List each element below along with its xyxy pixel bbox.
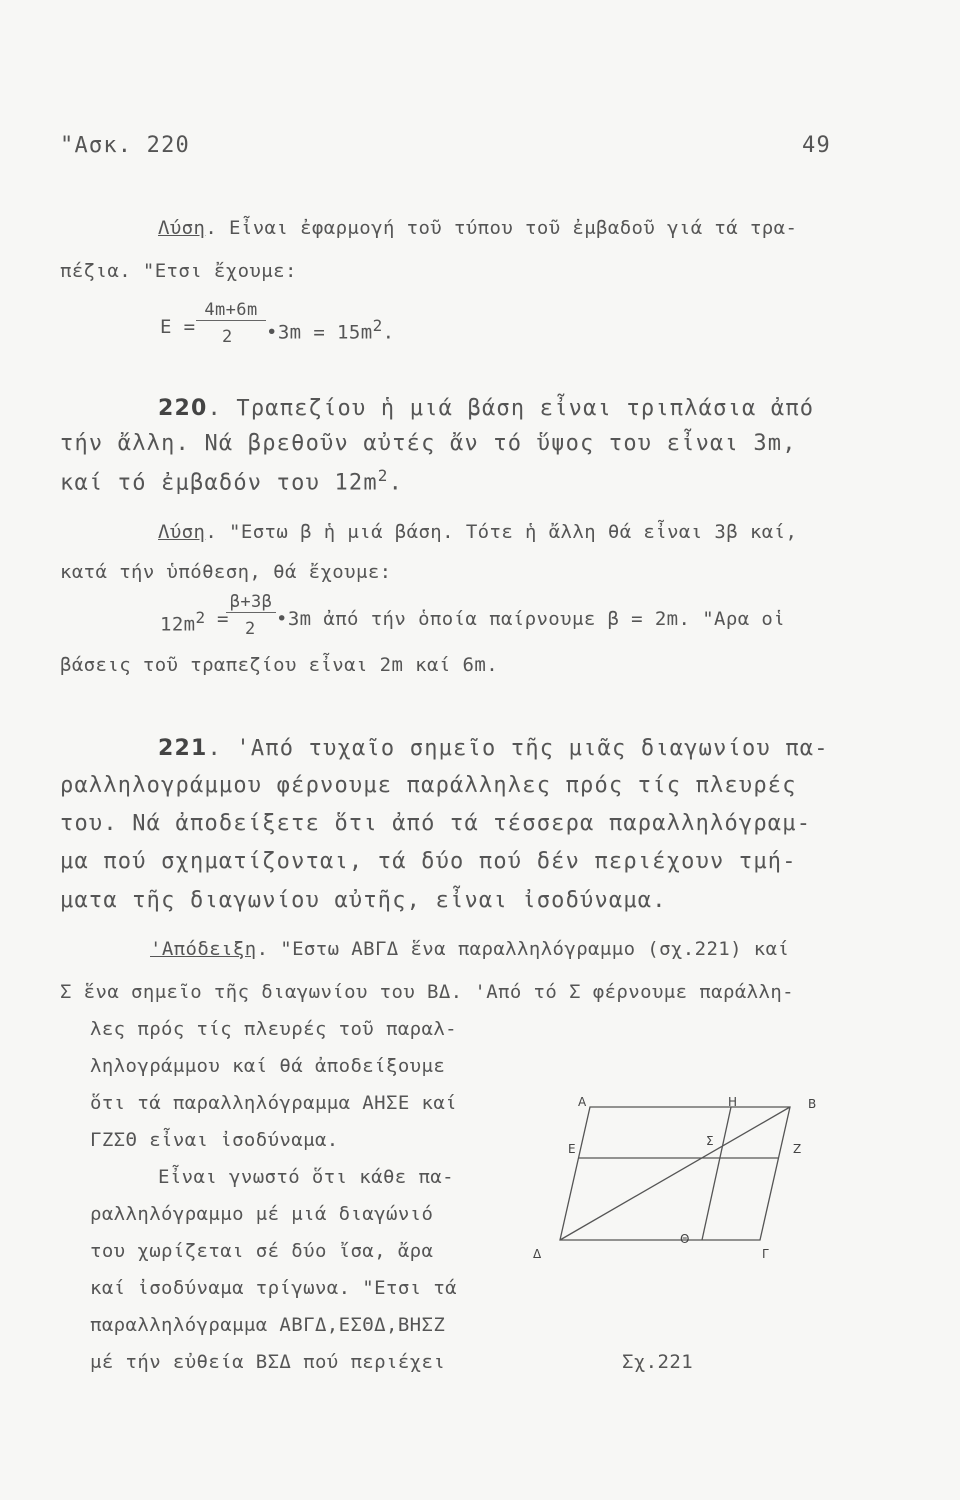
sol219-formula-sup: 2 [372,316,383,335]
figure-caption: Σχ.221 [622,1351,694,1373]
sol220-text1: . "Εστω β ἡ μιά βάση. Τότε ἡ ἄλλη θά εἶναι 3β καί, [205,521,798,543]
sol220-label: Λύση [158,521,206,543]
ex221-text1: . 'Από τυχαῖο σημεῖο τῆς μιᾶς διαγωνίου πα- [207,736,829,761]
label-s: Σ [706,1134,714,1148]
proof221-line12: μέ τήν εὐθεία ΒΣΔ πού περιέχει [90,1351,446,1373]
chapter-header: "Ασκ. 220 [60,133,191,158]
sol220-formula-denominator: 2 [245,619,256,639]
ex221-line3: του. Νά ἀποδείξετε ὅτι ἀπό τά τέσσερα παραλληλόγραμ- [60,811,812,836]
ex220-text1: . Τραπεζίου ἡ μιά βάση εἶναι τριπλάσια ἀπό [207,396,815,421]
proof221-line4: ληλογράμμου καί θά ἀποδείξουμε [90,1055,446,1077]
sol220-formula-lhs [160,610,206,634]
ex220-number: 220 [158,396,208,421]
line-hth [702,1107,731,1240]
proof221-line10: καί ἰσοδύναμα τρίγωνα. "Ετσι τά [90,1277,458,1299]
sol219-formula-rhs-text: •3m = 15m [266,321,373,344]
proof221-line2: Σ ἕνα σημεῖο τῆς διαγωνίου του ΒΔ. 'Από τό Σ φέρνουμε παράλλη- [60,981,795,1003]
proof221-text1: . "Εστω ΑΒΓΔ ἕνα παραλληλόγραμμο (σχ.221) καί [256,938,790,960]
sol219-line2: πέζια. "Ετσι ἔχουμε: [60,260,297,282]
ex220-line2: τήν ἄλλη. Νά βρεθοῦν αὐτές ἄν τό ὕψος του εἶναι 3m, [60,431,797,456]
ex221-line2: ραλληλογράμμου φέρνουμε παράλληλες πρός τίς πλευρές [60,773,797,798]
proof221-label: 'Απόδειξη [150,938,257,960]
proof221-line7: Εἶναι γνωστό ὅτι κάθε πα- [158,1166,454,1188]
sol219-label: Λύση [158,217,206,239]
sol219-formula-lhs: Ε = [160,316,196,338]
diagonal-bd [560,1107,790,1240]
proof221-line6: ΓΖΣΘ εἶναι ἰσοδύναμα. [90,1129,339,1151]
label-h: Η [728,1095,738,1109]
sol220-line1 [158,523,797,542]
ex221-line5: ματα τῆς διαγωνίου αὐτῆς, εἶναι ἰσοδύναμα. [60,888,667,913]
sol219-formula-rhs [266,318,394,342]
ex221-line4: μα πού σχηματίζονται, τά δύο πού δέν περιέχουν τμή- [60,849,797,874]
ex220-line3 [60,468,403,494]
sol219-formula-end: . [382,321,395,344]
sol220-f-lhs: 12m [160,613,196,636]
sol219-formula-denominator: 2 [222,327,233,347]
sol220-line2: κατά τήν ὑπόθεση, θά ἔχουμε: [60,561,392,583]
label-th: Θ [680,1232,690,1246]
label-b: Β [808,1097,817,1111]
label-d: Δ [533,1247,542,1261]
label-z: Ζ [793,1142,802,1156]
ex220-line1 [158,398,814,420]
proof221-line3: λες πρός τίς πλευρές τοῦ παραλ- [90,1018,458,1040]
ex220-text3: καί τό ἐμβαδόν του 12m [60,470,378,496]
label-e: Ε [568,1142,576,1156]
sol219-text1: . Εἶναι ἐφαρμογή τοῦ τύπου τοῦ ἐμβαδοῦ γιά τά τρα- [205,217,798,239]
proof221-line5: ὅτι τά παραλληλόγραμμα ΑΗΣΕ καί [90,1092,458,1114]
ex221-number: 221 [158,736,208,761]
sol220-formula-rhs: •3m ἀπό τήν ὁποία παίρνουμε β = 2m. "Αρα οἱ [276,608,786,630]
sol219-line1 [158,219,797,238]
proof221-line11: παραλληλόγραμμα ΑΒΓΔ,ΕΣΘΔ,ΒΗΣΖ [90,1314,446,1336]
sol219-formula-numerator: 4m+6m [196,302,266,321]
proof221-line9: του χωρίζεται σέ δύο ἴσα, ἄρα [90,1240,434,1262]
page-number: 49 [802,133,831,158]
ex221-line1 [158,738,829,760]
figure-221-parallelogram [525,1085,825,1265]
ex220-sup: 2 [377,466,389,485]
label-a: Α [578,1095,587,1109]
proof221-line1 [150,940,789,959]
proof221-line8: ραλληλόγραμμο μέ μιά διαγώνιό [90,1203,434,1225]
sol220-formula-numerator: β+3β [226,594,276,613]
sol220-line3: βάσεις τοῦ τραπεζίου εἶναι 2m καί 6m. [60,654,499,676]
label-g: Γ [762,1247,769,1261]
ex220-text3-end: . [388,470,404,496]
sol220-f-lhs-sup: 2 [195,608,206,627]
sol220-formula-eq: = [217,608,229,630]
